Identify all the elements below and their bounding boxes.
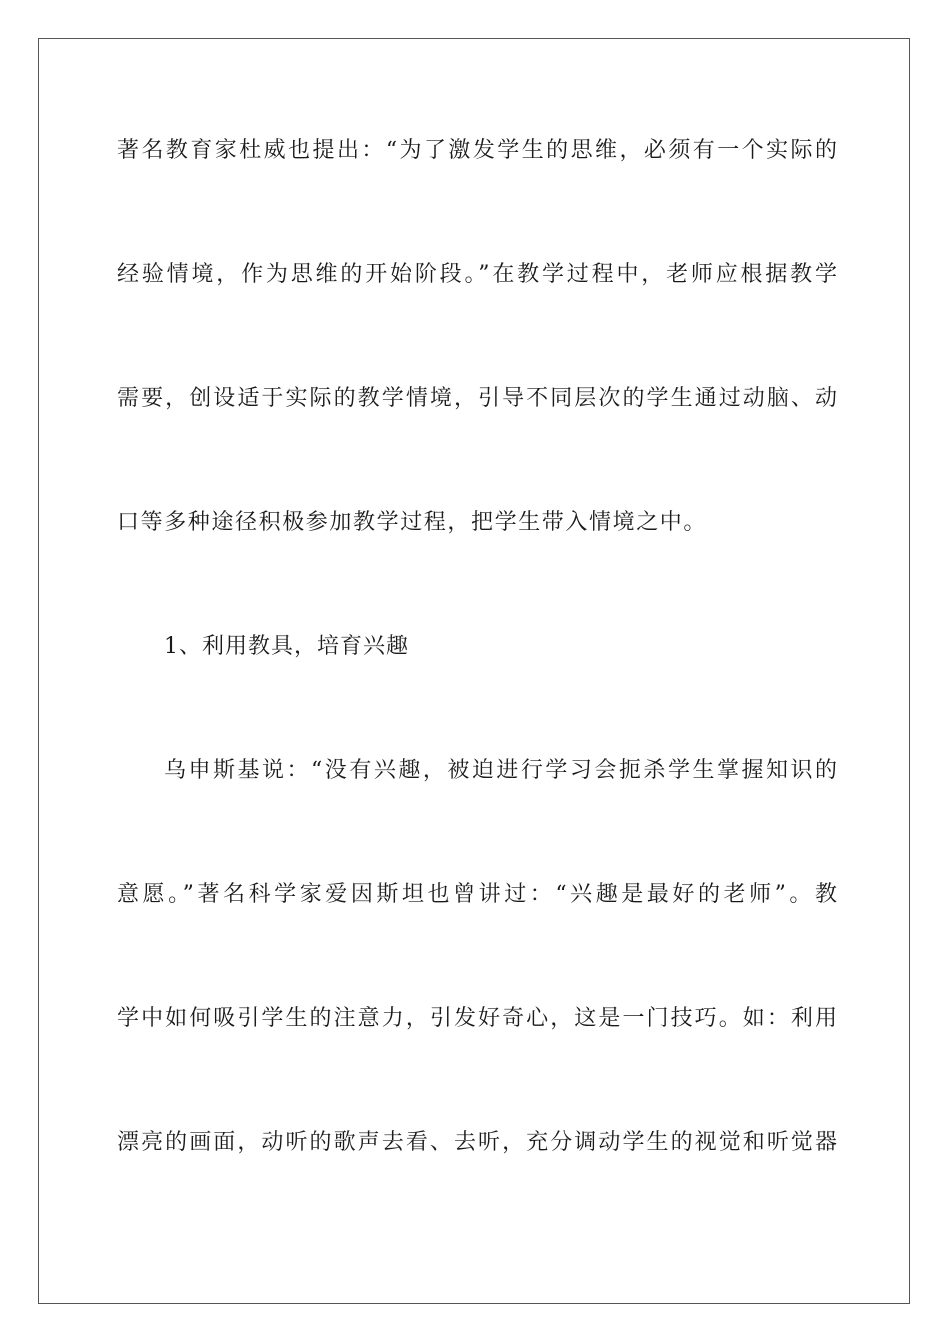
page-border: [38, 38, 910, 1304]
paragraph-line: 需要，创设适于实际的教学情境，引导不同层次的学生通过动脑、动: [117, 386, 837, 411]
paragraph-line: 口等多种途径积极参加教学过程，把学生带入情境之中。: [117, 510, 708, 535]
paragraph-line: 意愿。”著名科学家爱因斯坦也曾讲过：“兴趣是最好的老师”。教: [117, 882, 837, 907]
paragraph-line: 著名教育家杜威也提出：“为了激发学生的思维，必须有一个实际的: [117, 138, 837, 163]
paragraph-line: 乌申斯基说：“没有兴趣，被迫进行学习会扼杀学生掌握知识的: [164, 758, 837, 783]
paragraph-line: 漂亮的画面，动听的歌声去看、去听，充分调动学生的视觉和听觉器: [117, 1130, 837, 1155]
section-heading: 1、利用教具，培育兴趣: [164, 634, 409, 659]
paragraph-line: 经验情境，作为思维的开始阶段。”在教学过程中，老师应根据教学: [117, 262, 837, 287]
paragraph-line: 学中如何吸引学生的注意力，引发好奇心，这是一门技巧。如：利用: [117, 1006, 837, 1031]
